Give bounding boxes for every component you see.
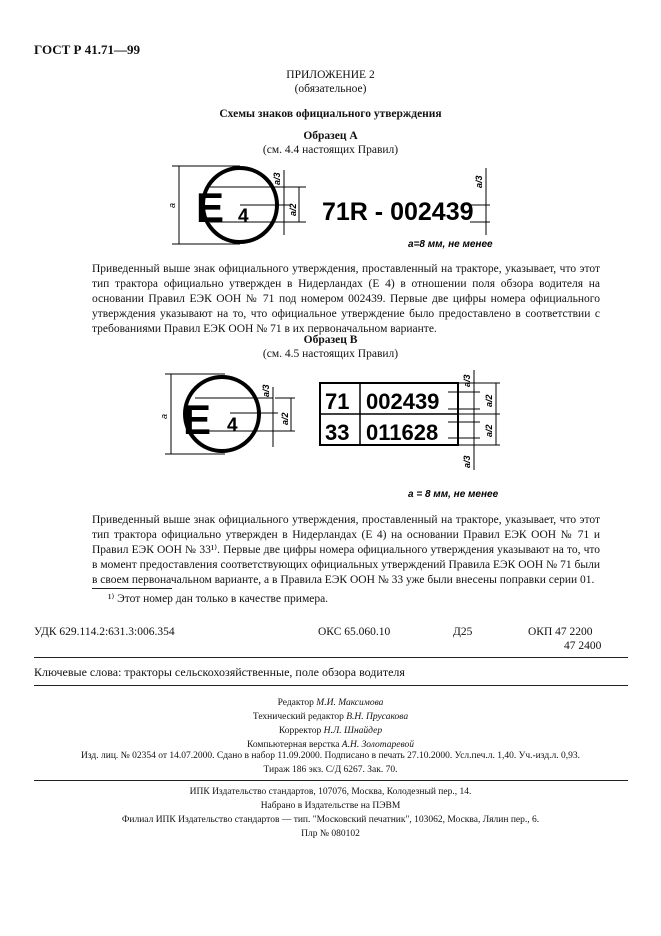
publisher: [0, 785, 661, 841]
sample-b-note: a = 8 мм, не менее: [408, 489, 499, 500]
sample-a-title: Образец А: [303, 130, 358, 142]
dim-a2: a/2: [280, 412, 290, 425]
okp-2: 47 2400: [564, 640, 602, 652]
dim-a2: a/2: [288, 203, 298, 216]
doc-id: ГОСТ Р 41.71—99: [34, 42, 140, 57]
row-2-num: 011628: [366, 420, 439, 445]
imprint-line-1: Изд. лиц. № 02354 от 14.07.2000. Сдано в набор 11.09.2000. Подписано в печать 27.10.2000. Усл.печ.л. 1,40. Уч.-изд.л. 0,93.: [80, 751, 581, 761]
udk: УДК 629.114.2:631.3:006.354: [34, 626, 175, 638]
dim-a: a: [159, 413, 169, 419]
appendix-status: (обязательное): [294, 83, 367, 95]
dim-a3-top: a/3: [462, 374, 472, 387]
row-1-num: 002439: [366, 389, 440, 414]
publisher-line: Плр № 080102: [301, 829, 360, 839]
paragraph-1: Приведенный выше знак официального утверждения, проставленный на тракторе, указывает, что этот тип трактора официально утвержден в Нидерландах (Е 4) в отношении поля обзора водителя на основании Правил ЕЭК ООН № 71 под номером 002439. Первые две цифры номера официального утверждения указывают на то, что официальное утверждение было предоставлено в соответствии с требованиями Правил ЕЭК ООН № 71 в их первоначальном варианте.: [92, 263, 600, 335]
sample-a-figure: [0, 160, 661, 255]
sample-b-country: 4: [227, 415, 238, 436]
sample-b-title: Образец В: [303, 334, 358, 346]
dim-a2-bottom: a/2: [484, 424, 494, 437]
sample-a-letter: E: [196, 184, 225, 231]
appendix-title: ПРИЛОЖЕНИЕ 2: [286, 69, 375, 81]
sample-a-code: 71R - 002439: [322, 198, 474, 226]
paragraph-2: Приведенный выше знак официального утверждения, проставленный на тракторе, указывает, что этот тип трактора официально утвержден в Нидерландах (Е 4) на основании Правил ЕЭК ООН № 71 и Правил ЕЭК ООН № 33¹⁾. Первые две цифры номера официального утверждения указывают на то, что в момент предоставления соответствующих официальных утверждений Правила ЕЭК ООН № 71 были в своем первоначальном варианте, а в Правила ЕЭК ООН № 33 уже были внесены поправки серии 01.: [92, 514, 600, 586]
dim-a3: a/3: [272, 172, 282, 185]
divider: [34, 657, 628, 658]
credits: [0, 696, 661, 752]
footnote: ¹⁾ Этот номер дан только в качестве примера.: [108, 593, 329, 605]
credit-editor: Редактор М.И. Максимова: [277, 698, 384, 708]
footnote-rule: [92, 588, 172, 589]
row-2-reg: 33: [325, 420, 350, 445]
publisher-line: Набрано в Издательстве на ПЭВМ: [260, 801, 401, 811]
divider: [34, 780, 628, 781]
credit-layout: Компьютерная верстка А.Н. Золотаревой: [246, 740, 415, 750]
oks: ОКС 65.060.10: [318, 626, 391, 638]
sample-a-country: 4: [238, 206, 249, 227]
sample-b-letter: E: [183, 396, 212, 443]
publisher-line: ИПК Издательство стандартов, 107076, Москва, Колодезный пер., 14.: [189, 787, 472, 797]
sample-b-ref: (см. 4.5 настоящих Правил): [262, 348, 399, 360]
group: Д25: [453, 626, 473, 638]
sample-b-figure: [0, 365, 661, 505]
row-1-reg: 71: [325, 389, 350, 414]
keywords: Ключевые слова: тракторы сельскохозяйственные, поле обзора водителя: [34, 665, 405, 679]
credit-tech-editor: Технический редактор В.Н. Прусакова: [252, 712, 409, 722]
credit-proofreader: Корректор Н.Л. Шнайдер: [278, 726, 383, 736]
sample-a-ref: (см. 4.4 настоящих Правил): [262, 144, 399, 156]
dim-a2-top: a/2: [484, 394, 494, 407]
dim-a: a: [167, 202, 177, 208]
okp-1: ОКП 47 2200: [528, 626, 593, 638]
divider: [34, 685, 628, 686]
appendix-heading: Схемы знаков официального утверждения: [219, 108, 442, 120]
imprint-line-2: Тираж 186 экз. С/Д 6267. Зак. 70.: [263, 765, 398, 775]
publisher-line: Филиал ИПК Издательство стандартов — тип. "Московский печатник", 103062, Москва, Лялин пер., 6.: [121, 815, 540, 825]
dim-a3-bottom: a/3: [462, 455, 472, 468]
dim-a3: a/3: [261, 384, 271, 397]
dim-a3-code: a/3: [474, 175, 484, 188]
sample-a-note: a=8 мм, не менее: [408, 239, 493, 250]
